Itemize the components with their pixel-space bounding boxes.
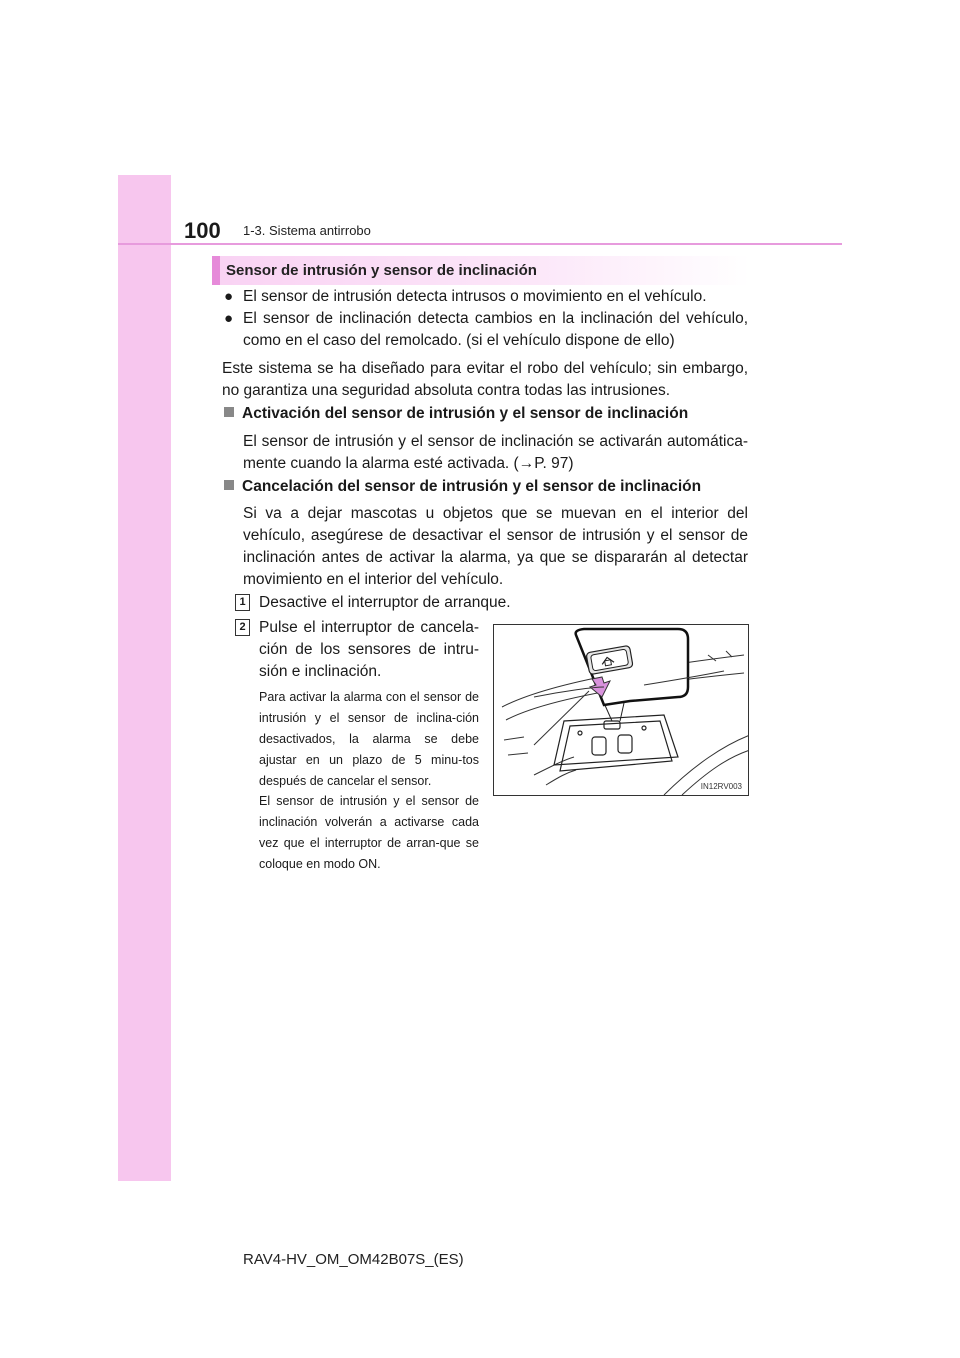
- intro-paragraph: Este sistema se ha diseñado para evitar el robo del vehículo; sin embargo, no garantiza una seguridad absoluta contra todas las intrusiones.: [222, 360, 748, 399]
- bullet-icon: ●: [224, 310, 234, 327]
- illustration-code: IN12RV003: [700, 782, 742, 791]
- step-number: 1: [235, 594, 250, 611]
- activation-text: El sensor de intrusión y el sensor de inclinación se activarán automática-mente cuando la alarma esté activada. (→P. 97): [243, 433, 748, 472]
- cancellation-text: Si va a dejar mascotas u objetos que se muevan en el interior del vehículo, asegúrese de desactivar el sensor de intrusión y el sensor de inclinación antes de activar la alarma, ya que se dispararán al detectar movimiento en el interior del vehículo.: [243, 505, 748, 588]
- step-1-text: Desactive el interruptor de arranque.: [259, 594, 511, 611]
- step-2-text: Pulse el interruptor de cancela-ción de los sensores de intru-sión e inclinación.: [259, 619, 479, 680]
- section-title: Sensor de intrusión y sensor de inclinación: [226, 262, 537, 279]
- activation-heading-text: Activación del sensor de intrusión y el sensor de inclinación: [242, 405, 689, 422]
- side-tab: [118, 175, 171, 1181]
- note-activation: Para activar la alarma con el sensor de intrusión y el sensor de inclina-ción desactivados, la alarma se debe ajustar en un plazo de 5 minu-tos después de cancelar el sensor.: [259, 690, 479, 788]
- cancellation-heading-text: Cancelación del sensor de intrusión y el sensor de inclinación: [242, 478, 702, 495]
- overhead-console-drawing: [494, 625, 749, 796]
- activation-heading: [224, 405, 750, 423]
- overhead-console-switch-illustration: [493, 624, 749, 796]
- running-header: 1-3. Sistema antirrobo: [243, 223, 371, 238]
- square-bullet-icon: [224, 407, 234, 417]
- bullet-icon: ●: [224, 288, 234, 305]
- section-heading-band: [212, 256, 750, 285]
- cancellation-heading: [224, 478, 750, 496]
- page-number: 100: [184, 218, 221, 243]
- step-number: 2: [235, 619, 250, 636]
- bullet-inclination: El sensor de inclinación detecta cambios en la inclinación del vehículo, como en el caso del remolcado. (si el vehículo dispone de ello): [243, 310, 748, 349]
- header-rule: [118, 243, 842, 245]
- footer-document-id: RAV4-HV_OM_OM42B07S_(ES): [243, 1251, 464, 1268]
- note-reactivation: El sensor de intrusión y el sensor de inclinación volverán a activarse cada vez que el interruptor de arran-que se coloque en modo ON.: [259, 794, 479, 871]
- section-heading-bar: [212, 256, 220, 285]
- square-bullet-icon: [224, 480, 234, 490]
- bullet-intrusion: El sensor de intrusión detecta intrusos o movimiento en el vehículo.: [243, 288, 707, 305]
